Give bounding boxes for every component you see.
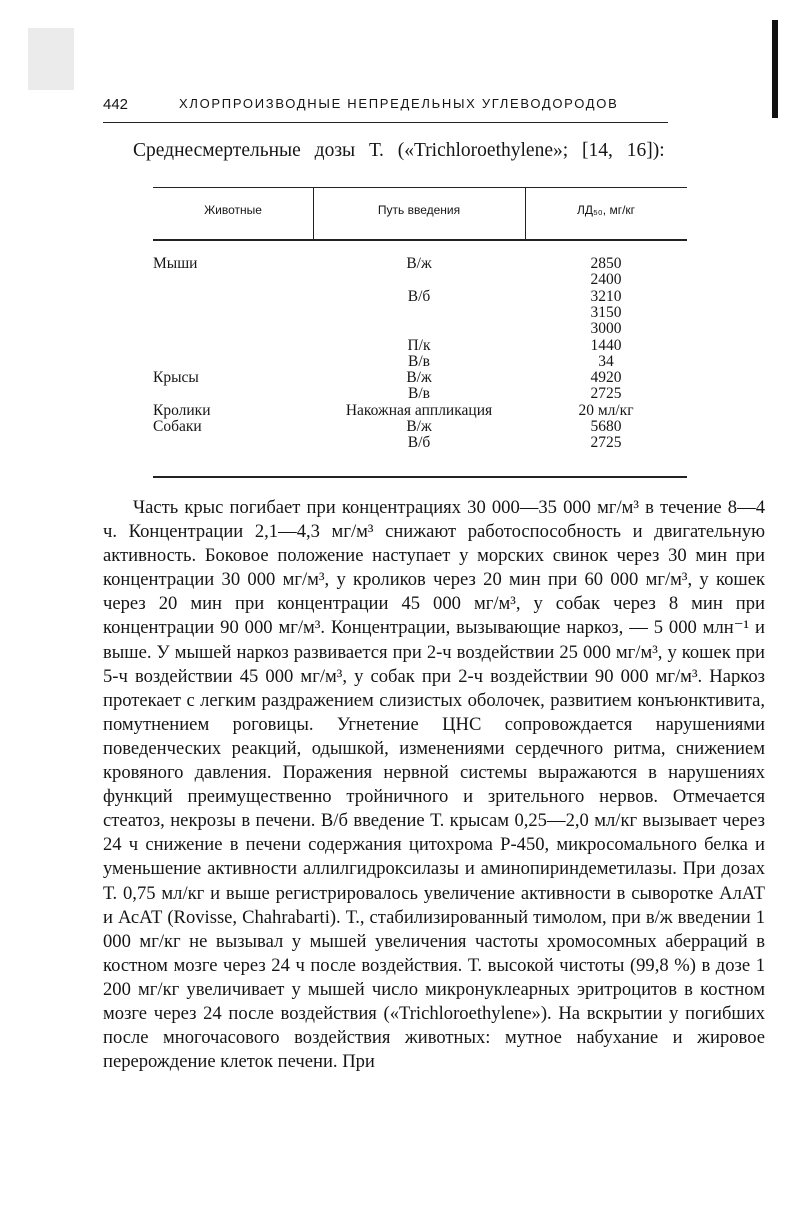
table-cell-dose: 4920 [590, 369, 622, 387]
table-cell-animal: Кролики [153, 401, 211, 419]
table-cell-route: В/в [408, 352, 430, 370]
table-cell-route: В/б [407, 434, 431, 452]
table-cell-dose: 3000 [590, 320, 622, 338]
table-cell-dose: 1440 [590, 336, 622, 354]
table-cell-animal: Мыши [153, 255, 198, 272]
table-caption: Среднесмертельные дозы Т. («Trichloroethylene»; [14, 16]): [133, 140, 665, 161]
table-cell-route: В/в [408, 385, 430, 403]
table-header-route: Путь введения [377, 203, 461, 217]
table-cell-dose: 3210 [590, 287, 622, 305]
table-cell-dose: 20 мл/кг [578, 401, 634, 419]
table-cell-dose: 3150 [590, 303, 622, 321]
table-cell-route: В/ж [406, 369, 432, 387]
table-cell-dose: 5680 [590, 418, 622, 435]
table-cell-route: В/ж [406, 418, 432, 435]
running-title: ХЛОРПРОИЗВОДНЫЕ НЕПРЕДЕЛЬНЫХ УГЛЕВОДОРОДОВ [179, 96, 619, 111]
table-cell-route: П/к [407, 336, 431, 354]
table-cell-dose: 2725 [590, 434, 622, 452]
table-cell-dose: 2725 [590, 385, 622, 403]
table-cell-animal: Крысы [153, 369, 199, 387]
table-cell-route: Накожная аппликация [345, 401, 493, 419]
scan-edge-bar [772, 20, 778, 118]
table-cell-route: В/б [407, 287, 431, 305]
table-cell-dose: 34 [598, 352, 614, 370]
table-header-animals: Животные [204, 203, 262, 217]
body-paragraph: Часть крыс погибает при концентрациях 30 000—35 000 мг/м³ в течение 8—4 ч. Концентрации 2,1—4,3 мг/м³ снижают работоспособность и двигательную активность. Боковое положение наступает у морских свинок через 30 мин при концентрации 30 000 мг/м³, у кроликов через 20 мин при 60 000 мг/м³, у кошек через 20 мин при концентрации 45 000 мг/м³, у собак через 8 мин при концентрации 90 000 мг/м³. Концентрации, вызывающие наркоз, — 5 000 млн⁻¹ и выше. У мышей наркоз развивается при 2-ч воздействии 25 000 мг/м³, у кошек при 5-ч воздействии 45 000 мг/м³, у собак при 2-ч воздействии 90 000 мг/м³. Наркоз протекает с легким раздражением слизистых оболочек, развитием конъюнктивита, помутнением роговицы. Угнетение ЦНС сопровождается нарушениями поведенческих реакций, одышкой, изменениями сердечного ритма, снижением кровяного давления. Поражения нервной системы выражаются в нарушениях функций преимущественно тройничного и зрительного нервов. Отмечается стеатоз, некрозы в печени. В/б введение Т. крысам 0,25—2,0 мл/кг вызывает через 24 ч снижение в печени содержания цитохрома Р-450, микросомального белка и уменьшение активности аллилгидроксилазы и аминопириндеметилазы. При дозах Т. 0,75 мл/кг и выше регистрировалось увеличение активности в сыворотке АлАТ и АсАТ (Rovisse, Chahrabarti). Т., стабилизированный тимолом, при в/ж введении 1 000 мг/кг не вызывал у мышей увеличения частоты хромосомных аберраций в костном мозге через 24 ч после воздействия. Т. высокой чистоты (99,8 %) в дозе 1 200 мг/кг увеличивает у мышей число микронуклеарных эритроцитов в костном мозге через 24 после воздействия («Trichloroethylene»). На вскрытии у погибших после многочасового воздействия животных: мутное набухание и жировое перерождение клеток печени. При [103, 497, 765, 1073]
table-cell-route: В/ж [406, 255, 432, 272]
table-bottom-rule [153, 476, 687, 478]
page-header [103, 96, 668, 120]
table-header-rule [153, 239, 687, 241]
table-header-ld50: ЛД₅₀, мг/кг [576, 203, 636, 217]
scan-smudge [28, 28, 74, 90]
page-number: 442 [103, 96, 129, 113]
body-text [103, 496, 765, 1074]
table-cell-dose: 2400 [590, 271, 622, 289]
table-cell-dose: 2850 [590, 255, 622, 272]
header-rule [103, 122, 668, 123]
table-cell-animal: Собаки [153, 418, 202, 435]
table-top-rule [153, 187, 687, 188]
